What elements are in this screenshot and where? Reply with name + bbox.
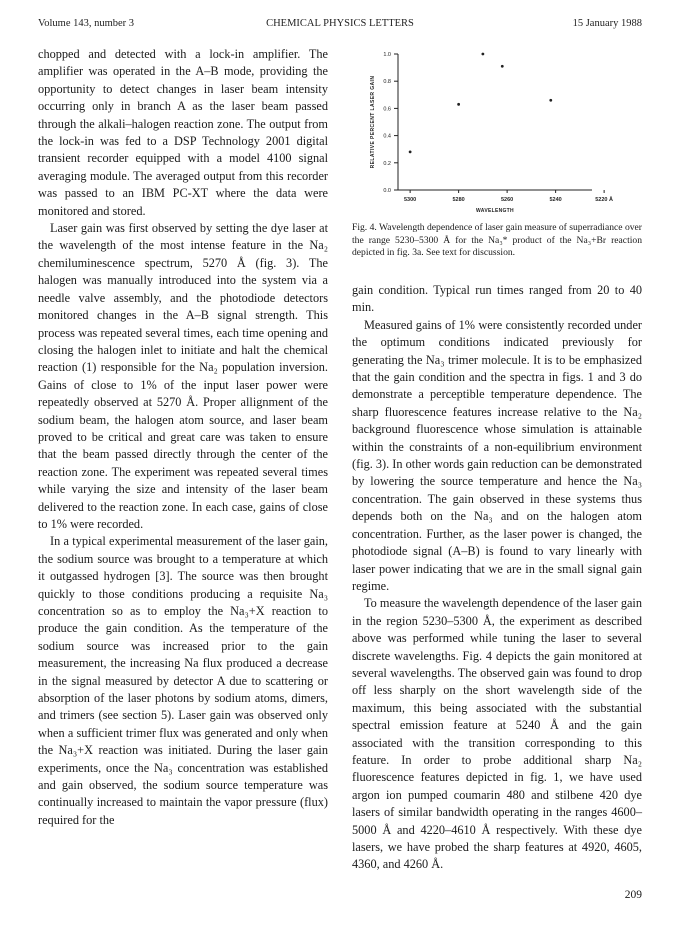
paragraph: gain condition. Typical run times ranged from 20 to 40 min. xyxy=(352,283,642,315)
paragraph: To measure the wavelength dependence of the laser gain in the region 5230–5300 Å, the experiment as described above was performed while tuning the laser to several discrete wavelengths. Fig. 4 depicts the gain monitored at several wavelengths. The observed gain was found to drop off less sharply on the short wavelength side of the maximum, this being associated with the substantial spectral emission feature at 5240 Å and the gain associated with the transition corresponding to this feature. In order to probe additional sharp Na₂ fluorescence features depicted in fig. 1, we have used argon ion pumped coumarin 480 and stilbene 420 dye lasers of similar bandwidth operating in the ranges 4600–5000 Å and 4220–4610 Å respectively. With these dye lasers, we have probed the sharp features at 4920, 4605, 4360, and 4260 Å. xyxy=(352,596,642,872)
header-journal: CHEMICAL PHYSICS LETTERS xyxy=(266,18,414,29)
header-volume: Volume 143, number 3 xyxy=(38,18,135,29)
y-axis-label: RELATIVE PERCENT LASER GAIN xyxy=(370,75,376,169)
y-tick-label: 0.2 xyxy=(383,160,391,167)
paragraph: chopped and detected with a lock-in amplifier. The amplifier was operated in the A–B mode, providing the opportunity to detect changes in laser beam intensity occurring only in branch A as the laser beam passed through the alkali–halogen reaction zone. The output from the lock-in was fed to a DSP Technology 2001 digital transient recorder equipped with a model 4100 signal averaging module. The averaged output from this recorder was passed to an IBM PC-XT where the data were monitored and stored. xyxy=(38,47,328,218)
paragraph: Measured gains of 1% were consistently recorded under the optimum conditions indicated previously for generating the Na₃ trimer molecule. It is to be emphasized that the gain condition and the spectra in figs. 1 and 3 do demonstrate a perceptible temperature dependence. The sharp fluorescence features increase relative to the Na₂ background fluorescence whose simulation is attainable within the constraints of a non-equilibrium environment (fig. 3). In other words gain reduction can be demonstrated by lowering the source temperature and hence the Na₃ concentration. The gain observed in these systems thus depends both on the Na₃ and on the halogen atom concentration. Further, as the laser power is changed, the photodiode signal (A–B) is found to vary linearly with laser power indicating that we are in the small signal gain regime. xyxy=(352,317,642,593)
y-tick-label: 0.4 xyxy=(383,133,391,140)
x-tick-label: 5240 xyxy=(549,197,562,203)
paragraph: In a typical experimental measurement of the laser gain, the sodium source was brought to a temperature at which it outgassed hydrogen [3]. The source was then brought quickly to those conditions producing a requisite Na₃ concentration so as to employ the Na₃+X reaction to produce the gain condition. As the temperature of the sodium source was increased prior to the gain measurement, the increasing Na flux produced a decrease in the signal measured by detector A due to scattering or absorption of the laser photons by sodium atoms, dimers, and trimers (see section 5). Laser gain was observed only when a sufficient trimer flux was generated and only when the Na₃+X reaction was initiated. During the laser gain experiments, once the Na₃ concentration was established and gain observed, the sodium source temperature was continually increased to maintain the vapor pressure (flux) required for the xyxy=(38,534,328,827)
x-tick-label: 5300 xyxy=(404,197,417,203)
x-tick-label: 5260 xyxy=(501,197,514,203)
paragraph: Laser gain was first observed by setting the dye laser at the wavelength of the most intense feature in the Na₂ chemiluminescence spectrum, 5270 Å (fig. 3). The halogen was manually introduced into the system via a needle valve assembly, and the photodiode detectors monitored changes in the A–B signal strength. This process was repeated several times, each time opening and closing the halogen inlet to initiate and halt the chemical reaction (1) responsible for the Na₂ population inversion. Gains of close to 1% of the input laser power were repeatedly observed at 5270 Å. Proper allignment of the sodium beam, the halogen atom source, and laser beam proved to be critical and great care was taken to ensure that the beam passed directly through the center of the reaction zone. The experiment was repeated several times while varying the size and intensity of the laser beam delivered to the reaction zone. In each case, gains of close to 1% were recorded. xyxy=(38,221,328,531)
y-tick-label: 0.6 xyxy=(383,106,391,113)
y-tick-label: 0.0 xyxy=(383,188,391,194)
data-point xyxy=(501,65,504,68)
data-point xyxy=(457,103,460,106)
left-column xyxy=(38,46,328,829)
data-point xyxy=(409,151,412,154)
x-tick-label: 5280 xyxy=(452,197,465,203)
gain-chart xyxy=(352,46,642,218)
right-column xyxy=(352,282,642,874)
y-tick-label: 0.8 xyxy=(383,79,391,86)
x-axis-label: WAVELENGTH xyxy=(476,208,514,214)
data-point xyxy=(549,99,552,102)
y-tick-label: 1.0 xyxy=(383,52,391,58)
header-date: 15 January 1988 xyxy=(572,18,642,29)
figure-4 xyxy=(352,46,642,274)
data-point xyxy=(481,53,484,56)
running-header xyxy=(38,18,642,34)
page-number: 209 xyxy=(624,889,642,901)
figure-caption xyxy=(352,222,642,260)
x-tick-label: 5220 Å xyxy=(595,197,613,203)
caption-text: Fig. 4. Wavelength dependence of laser gain measure of superradiance over the range 5230–5300 Å for the Na₃* product of the Na₃+Br reaction depicted in fig. 3a. See text for discussion. xyxy=(352,222,642,259)
